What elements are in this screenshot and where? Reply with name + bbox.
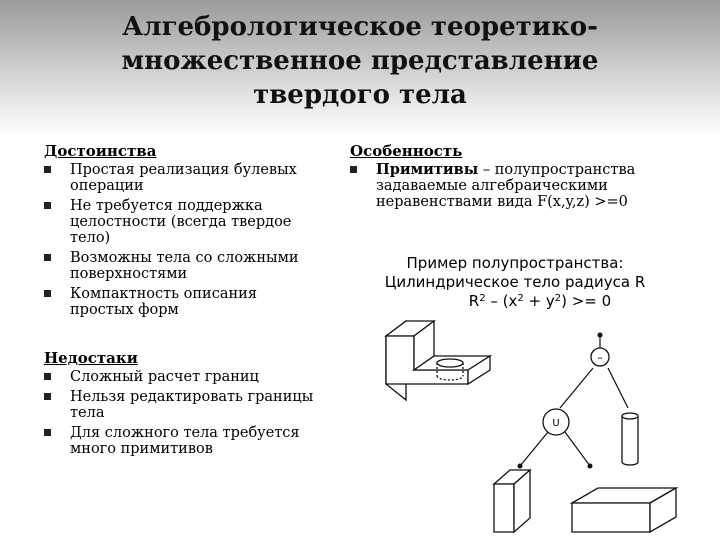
advantage-line: простых форм <box>70 302 179 318</box>
disadvantage-line: много примитивов <box>70 441 213 457</box>
title-line-2: множественное представление <box>121 46 599 76</box>
upright-block-primitive <box>494 470 530 532</box>
formula-plus: + y <box>523 292 555 310</box>
union-operator: U <box>552 418 560 429</box>
advantage-line: операции <box>70 178 144 194</box>
leaf-dot <box>518 464 523 469</box>
title-line-1: Алгебрологическое теоретико- <box>122 12 598 42</box>
formula-r: R <box>468 292 480 310</box>
advantage-line: Компактность описания <box>70 286 257 302</box>
disadvantages-heading: Недостаки <box>44 349 138 367</box>
feature-term: Примитивы <box>376 161 479 178</box>
advantage-line: Возможны тела со сложными <box>70 250 299 266</box>
formula-exp: 2 <box>517 293 524 304</box>
advantage-line: целостности (всегда твердое <box>70 214 292 230</box>
disadvantage-line: Нельзя редактировать границы <box>70 389 314 405</box>
disadvantage-line: Для сложного тела требуется <box>70 425 300 441</box>
title-line-3: твердого тела <box>253 80 467 110</box>
feature-line-rest: – полупространства <box>478 162 636 178</box>
l-bracket-solid <box>386 321 490 400</box>
formula-exp: 2 <box>554 293 562 304</box>
csg-tree <box>520 335 628 466</box>
feature-line: задаваемые алгебраическими <box>376 178 608 194</box>
advantages-heading: Достоинства <box>44 142 157 160</box>
root-dot <box>598 333 603 338</box>
leaf-dot <box>588 464 593 469</box>
example-line-2: Цилиндрическое тело радиуса R <box>384 273 646 291</box>
disadvantage-line: Сложный расчет границ <box>70 369 259 385</box>
cylinder-primitive <box>622 413 638 465</box>
formula-tail: ) >= 0 <box>561 292 612 310</box>
example-line-1: Пример полупространства: <box>406 254 624 272</box>
flat-block-primitive <box>572 488 676 532</box>
advantage-line: поверхностями <box>70 266 188 282</box>
advantage-line: тело) <box>70 230 111 246</box>
disadvantage-line: тела <box>70 405 105 421</box>
advantage-line: Не требуется поддержка <box>70 198 263 214</box>
formula-exp: 2 <box>479 293 486 304</box>
difference-operator: – <box>597 351 603 364</box>
advantage-line: Простая реализация булевых <box>70 162 297 178</box>
formula-minus: – (x <box>485 292 518 310</box>
feature-line: неравенствами вида F(x,y,z) >=0 <box>376 194 628 210</box>
features-heading: Особенность <box>350 142 463 160</box>
